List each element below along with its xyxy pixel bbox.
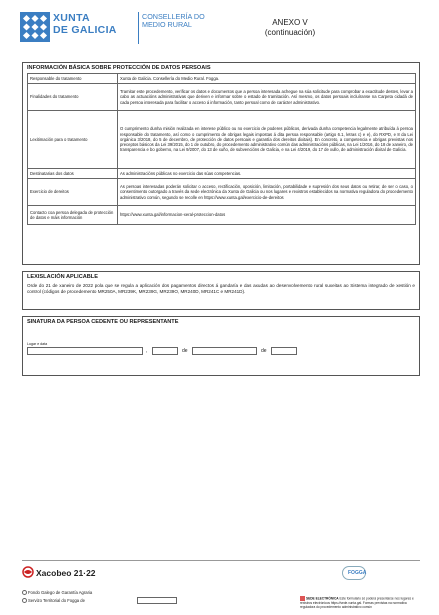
- logo-line-1: XUNTA: [53, 12, 90, 24]
- row-label: Finalidades do tratamento: [28, 84, 118, 111]
- xacobeo-logo-icon: [22, 566, 34, 578]
- data-protection-section: [22, 62, 420, 265]
- comma-separator: ,: [146, 348, 148, 354]
- year-field[interactable]: [271, 347, 297, 355]
- row-label: Lexitimación para o tratamento: [28, 111, 118, 169]
- table-row: [28, 179, 416, 206]
- table-row: [28, 206, 416, 225]
- day-field[interactable]: [152, 347, 178, 355]
- row-value: Tramitar este procedemento, verificar os datos e documentos que a persoa interesada achegue na súa solicitude para comprobar a exactitude destes, levar a cabo as actuacións administrativas que deriven e informar sobre o estado de tramitación. Así mesmo, os datos persoais incluíranse na Carpeta cidadá de cada persoa interesada para facilitar o acceso á información, tanto persoal como de carácter administrativo.: [118, 84, 416, 111]
- de-separator-2: de: [261, 348, 267, 354]
- service-location-input[interactable]: [137, 597, 177, 604]
- signature-title: SINATURA DA PERSOA CEDENTE OU REPRESENTANTE: [27, 319, 179, 325]
- option-fogga[interactable]: [22, 590, 92, 595]
- table-row: [28, 84, 416, 111]
- option-service[interactable]: [22, 598, 85, 603]
- option-fogga-label: Fondo Galego de Garantía Agraria: [28, 590, 93, 595]
- annex-title: ANEXO V: [272, 18, 308, 27]
- legislation-text: Orde do 21 de xaneiro de 2022 pola que se regula a aplicación dos pagamentos directos á gandaría e das axudas ao desenvolvemento rural suxeitas ao Sistema integrado de xestión e control (códigos de procedemento MR250A, MR239K, MR239G, MR239O, MR240D, MR241C e MR241D).: [27, 283, 415, 294]
- place-date-row: [27, 347, 417, 355]
- table-row: [28, 111, 416, 169]
- sede-notice: [300, 596, 420, 609]
- row-label: Responsable do tratamento: [28, 74, 118, 84]
- row-label: Destinatarias dos datos: [28, 169, 118, 179]
- sede-text: Este formulario só poderá presentarse nos lugares e rexistros electrónicos https://sede.xunta.gal. Formas previstas na normativa reguladora do procedemento administrativo común: [300, 596, 414, 609]
- xunta-emblem-icon: [20, 12, 50, 42]
- annex-heading: [250, 18, 330, 38]
- xacobeo-text: Xacobeo 21·22: [36, 568, 96, 578]
- table-row: [28, 169, 416, 179]
- de-separator-1: de: [182, 348, 188, 354]
- sede-title: SEDE ELECTRÓNICA: [306, 596, 339, 601]
- data-protection-table: [27, 73, 416, 225]
- option-service-label: Servizo Territorial do Fogga de: [28, 598, 85, 603]
- row-value: As persoas interesadas poderán solicitar o acceso, rectificación, oposición, limitación, portabilidade e supresión dos seus datos ou retirar, de ser o caso, o consentimento outorgado a través da sede electrónica da Xunta de Galicia ou nos lugares e rexistros establecidos na normativa reguladora do procedemento administrativo común, segundo se recolle en https://www.xunta.gal/exercicio-de-dereitos: [118, 179, 416, 206]
- month-field[interactable]: [192, 347, 257, 355]
- logo-divider: [138, 12, 139, 44]
- row-value: As administracións públicas no exercicio das súas competencias.: [118, 169, 416, 179]
- row-value: O cumprimento dunha misión realizada en interese público ou no exercicio de poderes públicos, derivada dunha competencia legalmente atribuída á persoa responsable do tratamento, así como o cumprimento de obrigas legais impostas á dita persoa responsable (artigo 6.1, letras c) e e), do RXPD, e 8 da Lei orgánica 3/2018, do 5 de decembro, de protección de datos persoais e garantía dos dereitos dixitais). En concreto, a competencia e obrigas previstas nos preceptos básicos da Lei 39/2015, do 1 de outubro, do procedemento administrativo común das administracións públicas, na Lei 1/2016, do 18 de xaneiro, de transparencia e bo goberno, na Lei 9/2007, do 13 de xuño, de subvencións de Galicia, e na Lei 4/2019, do 17 de xullo, de administración dixital de Galicia.: [118, 111, 416, 169]
- row-label: Exercicio de dereitos: [28, 179, 118, 206]
- footer-divider: [22, 560, 420, 561]
- row-value: Xunta de Galicia. Consellería do Medio Rural. Fogga.: [118, 74, 416, 84]
- row-value: https://www.xunta.gal/informacion-xeral-proteccion-datos: [118, 206, 416, 225]
- radio-icon[interactable]: [22, 590, 27, 595]
- radio-icon[interactable]: [22, 598, 27, 603]
- department-name: CONSELLERÍA DO MEDIO RURAL: [142, 12, 205, 29]
- fogga-text: FOGGA: [348, 570, 367, 576]
- place-date-label: Lugar e data: [27, 342, 48, 346]
- row-label: Contacto coa persoa delegada de protección de datos e máis información: [28, 206, 118, 225]
- page-footer: [22, 560, 420, 610]
- legislation-section: [22, 271, 420, 310]
- page-header: [20, 10, 420, 56]
- table-row: [28, 74, 416, 84]
- annex-subtitle: (continuación): [264, 28, 316, 37]
- legislation-title: LEXISLACIÓN APLICABLE: [27, 274, 98, 280]
- place-field[interactable]: [27, 347, 143, 355]
- logo-line-2: DE GALICIA: [53, 24, 117, 36]
- data-protection-title: INFORMACIÓN BÁSICA SOBRE PROTECCIÓN DE DATOS PERSOAIS: [27, 65, 211, 71]
- signature-section: [22, 316, 420, 376]
